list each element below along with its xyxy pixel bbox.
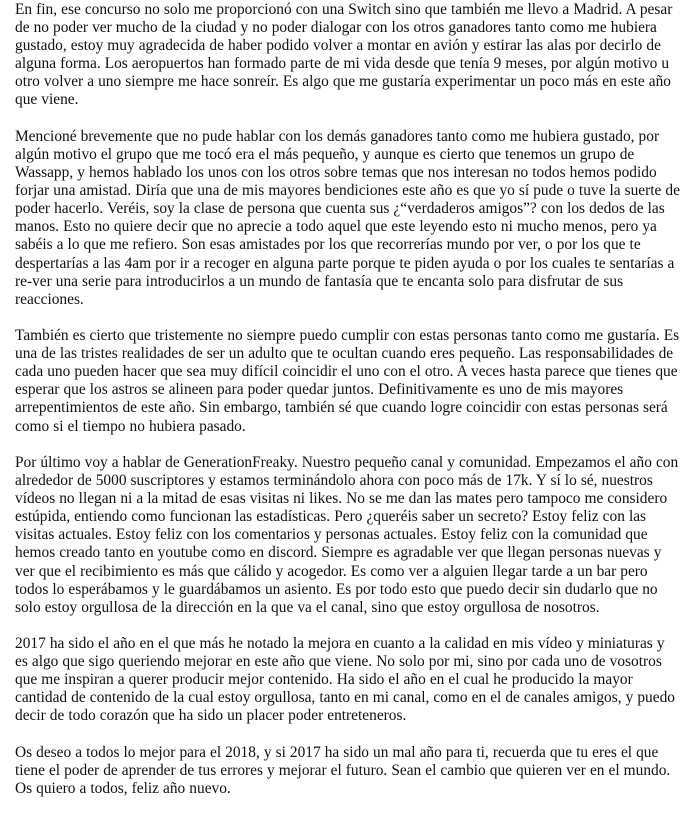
document-body — [15, 1, 681, 798]
paragraph-friends: Mencioné brevemente que no pude hablar con los demás ganadores tanto como me hubiera gustado, por algún motivo el grupo que me tocó era el más pequeño, y aunque es cierto que tenemos un grupo de Wassapp, y hemos hablado los unos con los otros sobre temas que nos interesan no todos hemos podido forjar una amistad. Diría que una de mis mayores bendiciones este año es que yo sí pude o tuve la suerte de poder hacerlo. Veréis, soy la clase de persona que cuenta sus ¿“verdaderos amigos”? con los dedos de las manos. Esto no quiere decir que no aprecie a todo aquel que este leyendo esto ni mucho menos, pero ya sabéis a lo que me refiero. Son esas amistades por los que recorrerías mundo por ver, o por los que te despertarías a las 4am por ir a recoger en alguna parte porque te piden ayuda o por los cuales te sentarías a re-ver una serie para introducirlos a un mundo de fantasía que te encanta solo para disfrutar de sus reacciones. — [15, 127, 680, 308]
paragraph-regrets: También es cierto que tristemente no siempre puedo cumplir con estas personas tanto como me gustaría. Es una de las tristes realidades de ser un adulto que te ocultan cuando eres pequeño. Las responsabilidades de cada uno pueden hacer que sea muy difícil coincidir el uno con el otro. A veces hasta parece que tienes que esperar que los astros se alineen para poder quedar juntos. Definitivamente es uno de mis mayores arrepentimientos de este año. Sin embargo, también sé que cuando logre coincidir con estas personas será como si el tiempo no hubiera pasado. — [15, 327, 680, 435]
paragraph-quality: 2017 ha sido el año en el que más he notado la mejora en cuanto a la calidad en mis vídeo y miniaturas y es algo que sigo queriendo mejorar en este año que viene. No solo por mi, sino por cada uno de vosotros que me inspiran a querer producir mejor contenido. Ha sido el año en el cual he producido la mayor cantidad de contenido de la cual estoy orgullosa, tanto en mi canal, como en el de canales amigos, y puedo decir de todo corazón que ha sido un placer poder entreteneros. — [15, 635, 675, 725]
paragraph-madrid: En fin, ese concurso no solo me proporcionó con una Switch sino que también me llevo a Madrid. A pesar de no poder ver mucho de la ciudad y no poder dialogar con los otros ganadores tanto como me hubiera gustado, estoy muy agradecida de haber podido volver a montar en avión y estirar las alas por decirlo de alguna forma. Los aeropuertos han formado parte de mi vida desde que tenía 9 meses, por algún motivo u otro volver a uno siempre me hace sonreír. Es algo que me gustaría experimentar un poco más en este año que viene. — [15, 1, 673, 109]
paragraph-farewell: Os deseo a todos lo mejor para el 2018, y si 2017 ha sido un mal año para ti, recuerda que tu eres el que tiene el poder de aprender de tus errores y mejorar el futuro. Sean el cambio que quieren ver en el mundo. Os quiero a todos, feliz año nuevo. — [15, 743, 671, 798]
paragraph-channel: Por último voy a hablar de GenerationFreaky. Nuestro pequeño canal y comunidad. Empezamos el año con alrededor de 5000 suscriptores y estamos terminándolo ahora con poco más de 17k. Y sí lo sé, nuestros vídeos no llegan ni a la mitad de esas visitas ni likes. No se me dan las mates pero tampoco me considero estúpida, entiendo como funcionan las estadísticas. Pero ¿queréis saber un secreto? Estoy feliz con las visitas actuales. Estoy feliz con los comentarios y personas actuales. Estoy feliz con la comunidad que hemos creado tanto en youtube como en discord. Siempre es agradable ver que llegan personas nuevas y ver que el recibimiento es más que cálido y acogedor. Es como ver a alguien llegar tarde a un bar pero todos lo esperábamos y le guardábamos un asiento. Es por todo esto que puedo decir sin dudarlo que no solo estoy orgullosa de la dirección en la que va el canal, sino que estoy orgullosa de nosotros. — [15, 453, 679, 616]
